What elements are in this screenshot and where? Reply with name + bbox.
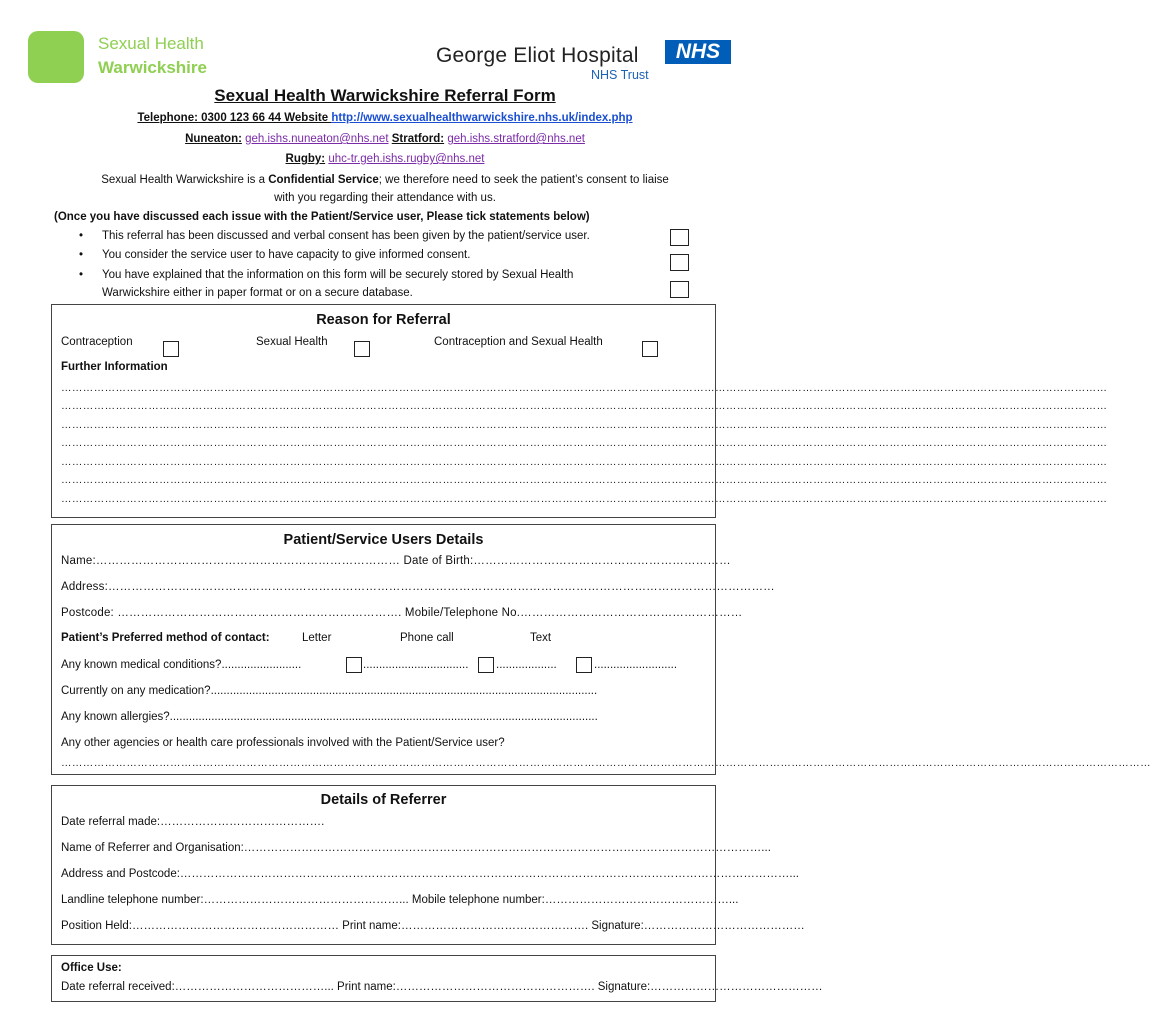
stratford-label: Stratford: xyxy=(391,133,445,145)
patient-name-dob-field[interactable]: Name:…………………………………………………………………… Date of Birth:………………………………………………………… xyxy=(61,555,731,567)
logo-line-1: Sexual Health xyxy=(98,34,204,53)
patient-address-field[interactable]: Address:……………………………………………………………………………………………………………………………………………………… xyxy=(61,581,775,593)
consent-item-3: You have explained that the information on this form will be securely stored by Sexual Health xyxy=(102,269,574,281)
consent-item-3-cont: Warwickshire either in paper format or on a secure database. xyxy=(102,287,413,299)
both-checkbox[interactable] xyxy=(642,341,658,357)
medical-conditions-dots-d: .......................... xyxy=(594,659,678,671)
referrer-position-signature-field[interactable]: Position Held:……………………………………………… Print name:…………………………………………. Signature:…………………………………… xyxy=(61,920,805,932)
further-info-line-6[interactable]: ……………………………………………………………………………………………………………………………………………………………………………………………………………………………………………………………… xyxy=(61,474,1108,486)
consent-checkbox-3[interactable] xyxy=(670,281,689,298)
sexual-health-checkbox[interactable] xyxy=(354,341,370,357)
stratford-email-link[interactable]: geh.ishs.stratford@nhs.net xyxy=(447,133,585,145)
text-checkbox[interactable] xyxy=(576,657,592,673)
referrer-title: Details of Referrer xyxy=(320,792,447,808)
confidential-service-text: Confidential Service xyxy=(268,174,379,186)
nuneaton-email-link[interactable]: geh.ishs.nuneaton@nhs.net xyxy=(245,133,389,145)
further-info-line-7[interactable]: ……………………………………………………………………………………………………………………………………………………………………………………………………………………………………………………………… xyxy=(61,493,1108,505)
medical-conditions-dots-b: ................................. xyxy=(363,659,469,671)
telephone-line xyxy=(0,112,770,124)
consent-checkbox-2[interactable] xyxy=(670,254,689,271)
further-info-line-2[interactable]: ……………………………………………………………………………………………………………………………………………………………………………………………………………………………………………………………… xyxy=(61,400,1108,412)
medical-conditions-field[interactable]: Any known medical conditions?......................... xyxy=(61,659,302,671)
bullet-2: • xyxy=(79,249,84,261)
nhs-logo: NHS xyxy=(665,40,731,64)
reason-title: Reason for Referral xyxy=(316,312,451,328)
contact-phone-label: Phone call xyxy=(400,632,454,644)
hospital-name: George Eliot Hospital xyxy=(436,44,639,67)
contraception-checkbox[interactable] xyxy=(163,341,179,357)
option-sexual-health-label: Sexual Health xyxy=(256,336,328,348)
patient-title: Patient/Service Users Details xyxy=(283,532,484,548)
bullet-3: • xyxy=(79,269,84,281)
consent-item-1: This referral has been discussed and verbal consent has been given by the patient/service user. xyxy=(102,230,590,242)
intro-text-d: with you regarding their attendance with us. xyxy=(274,192,496,204)
further-info-line-5[interactable]: ……………………………………………………………………………………………………………………………………………………………………………………………………………………………………………………………… xyxy=(61,456,1108,468)
rugby-label: Rugby: xyxy=(285,153,326,165)
contact-text-label: Text xyxy=(530,632,552,644)
bullet-1: • xyxy=(79,230,84,242)
further-info-line-3[interactable]: ……………………………………………………………………………………………………………………………………………………………………………………………………………………………………………………………… xyxy=(61,419,1108,431)
other-agencies-label: Any other agencies or health care professionals involved with the Patient/Service user? xyxy=(61,737,505,749)
patient-postcode-phone-field[interactable]: Postcode: ………………………………………………………………. Mobile/Telephone No.………………………………………………… xyxy=(61,607,743,619)
phone-call-checkbox[interactable] xyxy=(478,657,494,673)
referrer-address-field[interactable]: Address and Postcode:……………………………………………………………………………………………………………………………………………... xyxy=(61,868,799,880)
rugby-line xyxy=(0,153,770,165)
confidential-intro xyxy=(0,174,770,186)
medication-field[interactable]: Currently on any medication?......................................................................................................................... xyxy=(61,685,598,697)
website-link[interactable]: http://www.sexualhealthwarwickshire.nhs.uk/index.php xyxy=(331,112,633,124)
allergies-field[interactable]: Any known allergies?...................................................................................................................................... xyxy=(61,711,598,723)
contact-letter-label: Letter xyxy=(302,632,332,644)
preferred-contact-label: Patient’s Preferred method of contact: xyxy=(61,632,270,644)
intro-text-a: Sexual Health Warwickshire is a xyxy=(101,174,269,186)
intro-text-c: ; we therefore need to seek the patient’s consent to liaise xyxy=(378,174,669,186)
rugby-email-link[interactable]: uhc-tr.geh.ishs.rugby@nhs.net xyxy=(328,153,485,165)
nuneaton-stratford-line xyxy=(0,133,770,145)
referrer-name-org-field[interactable]: Name of Referrer and Organisation:………………………………………………………………………………………………………………………... xyxy=(61,842,771,854)
nhs-trust-label: NHS Trust xyxy=(591,68,649,82)
office-use-title: Office Use: xyxy=(61,962,122,974)
logo-line-2: Warwickshire xyxy=(98,58,207,77)
office-use-section xyxy=(51,955,823,1002)
tick-instruction: (Once you have discussed each issue with the Patient/Service user, Please tick statements below) xyxy=(54,211,590,223)
consent-item-2: You consider the service user to have capacity to give informed consent. xyxy=(102,249,471,261)
further-info-label: Further Information xyxy=(61,361,168,373)
other-agencies-field[interactable]: ………………………………………………………………………………………………………………………………………………………………………………………………………………………………………………………………………… xyxy=(61,757,1151,769)
further-info-line-1[interactable]: ……………………………………………………………………………………………………………………………………………………………………………………………………………………………………………………………… xyxy=(61,382,1108,394)
further-info-line-4[interactable]: ……………………………………………………………………………………………………………………………………………………………………………………………………………………………………………………………… xyxy=(61,437,1108,449)
option-contraception-label: Contraception xyxy=(61,336,133,348)
medical-conditions-dots-c: ................... xyxy=(496,659,557,671)
referrer-phones-field[interactable]: Landline telephone number:……………………………………………... Mobile telephone number:…………………………………………... xyxy=(61,894,739,906)
letter-checkbox[interactable] xyxy=(346,657,362,673)
consent-checkbox-1[interactable] xyxy=(670,229,689,246)
sexual-health-logo-mark xyxy=(28,31,84,83)
referral-date-field[interactable]: Date referral made:……………………………………. xyxy=(61,816,325,828)
nuneaton-label: Nuneaton: xyxy=(185,133,242,145)
office-use-field[interactable]: Date referral received:…………………………………... Print name:……………………………………………. Signature:……………………………………… xyxy=(61,981,823,993)
page-title: Sexual Health Warwickshire Referral Form xyxy=(214,86,556,105)
telephone-label: Telephone: 0300 123 66 44 Website xyxy=(137,112,332,124)
option-both-label: Contraception and Sexual Health xyxy=(434,336,603,348)
